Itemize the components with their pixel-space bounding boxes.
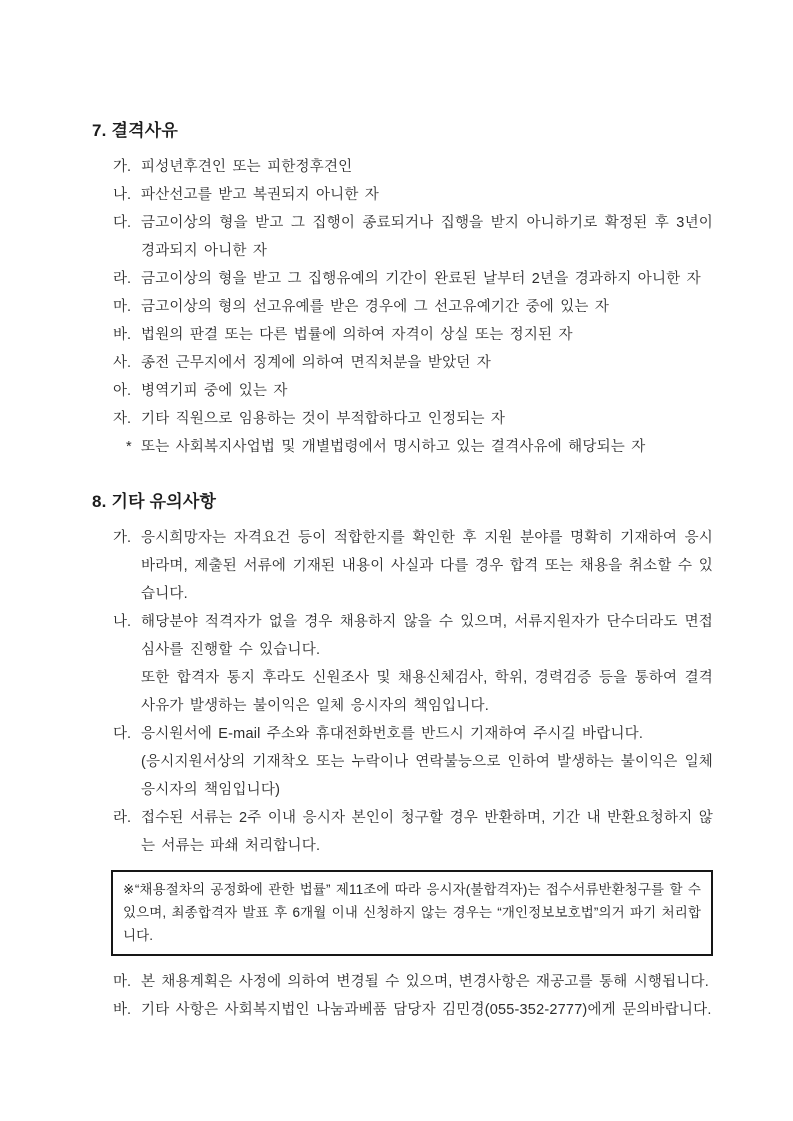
paragraph: 응시희망자는 자격요건 등이 적합한지를 확인한 후 지원 분야를 명확히 기재하여 응시 바라며, 제출된 서류에 기재된 내용이 사실과 다를 경우 합격 또는 채용을 취소할 수 있습니다. [141, 530, 713, 602]
item-text: 금고이상의 형을 받고 그 집행유예의 기간이 완료된 날부터 2년을 경과하지 아니한 자 [141, 271, 701, 287]
item-marker: 다. [113, 215, 132, 231]
section-8-items [113, 524, 713, 1024]
list-item-8-ba [113, 996, 713, 1024]
item-marker: 아. [113, 383, 132, 399]
list-item-8-na [113, 608, 713, 720]
item-marker: 바. [113, 1002, 132, 1018]
item-marker: 마. [113, 299, 132, 315]
item-marker: 사. [113, 355, 132, 371]
item-text: 병역기피 중에 있는 자 [141, 383, 288, 399]
item-text: 법원의 판결 또는 다른 법률에 의하여 자격이 상실 또는 정지된 자 [141, 327, 573, 343]
list-item-7-ja [113, 405, 713, 433]
item-text: 금고이상의 형의 선고유예를 받은 경우에 그 선고유예기간 중에 있는 자 [141, 299, 610, 315]
list-item-7-sa [113, 349, 713, 377]
section-7-heading: 7. 결격사유 [92, 121, 178, 140]
item-text [141, 804, 713, 860]
paragraph: 또한 합격자 통지 후라도 신원조사 및 채용신체검사, 학위, 경력검증 등을 통하여 결격사유가 발생하는 불이익은 일체 응시자의 책임입니다. [141, 670, 713, 714]
item-marker: 다. [113, 726, 132, 742]
list-item-7-ba [113, 321, 713, 349]
section-7-items [113, 153, 713, 461]
paragraph: 접수된 서류는 2주 이내 응시자 본인이 청구할 경우 반환하며, 기간 내 반환요청하지 않는 서류는 파쇄 처리합니다. [141, 810, 713, 854]
item-text [141, 608, 713, 720]
item-marker: 라. [113, 810, 132, 826]
item-text: 기타 직원으로 임용하는 것이 부적합하다고 인정되는 자 [141, 411, 506, 427]
item-text: 금고이상의 형을 받고 그 집행이 종료되거나 집행을 받지 아니하기로 확정된 후 3년이 경과되지 아니한 자 [141, 215, 713, 259]
item-text [141, 968, 713, 996]
document-return-notice-box: ※“채용절차의 공정화에 관한 법률” 제11조에 따라 응시자(불합격자)는 접수서류반환청구를 할 수 있으며, 최종합격자 발표 후 6개월 이내 신청하지 않는 경우는 “개인정보보호법”의거 파기 처리합니다. [111, 870, 713, 956]
item-text: 피성년후견인 또는 피한정후견인 [141, 159, 353, 175]
list-item-7-ma [113, 293, 713, 321]
paragraph: 기타 사항은 사회복지법인 나눔과베품 담당자 김민경(055-352-2777)에게 문의바랍니다. [141, 1002, 712, 1018]
item-text: 종전 근무지에서 징계에 의하여 면직처분을 받았던 자 [141, 355, 491, 371]
list-item-8-ma [113, 968, 713, 996]
list-item-7-da [113, 209, 713, 265]
list-item-8-ga [113, 524, 713, 608]
list-item-8-da [113, 720, 713, 804]
item-text [141, 524, 713, 608]
item-marker: 나. [113, 614, 132, 630]
section-8 [92, 487, 713, 1024]
asterisk-marker: * [126, 439, 132, 455]
item-marker: 나. [113, 187, 132, 203]
item-marker: 마. [113, 974, 132, 990]
item-marker: 라. [113, 271, 132, 287]
list-item-7-a [113, 377, 713, 405]
item-marker: 가. [113, 530, 132, 546]
list-item-7-ga [113, 153, 713, 181]
item-marker: 가. [113, 159, 132, 175]
paragraph: 본 채용계획은 사정에 의하여 변경될 수 있으며, 변경사항은 재공고를 통해 시행됩니다. [141, 974, 709, 990]
paragraph: 응시원서에 E-mail 주소와 휴대전화번호를 반드시 기재하여 주시길 바랍니다. [141, 726, 644, 742]
paragraph: 해당분야 적격자가 없을 경우 채용하지 않을 수 있으며, 서류지원자가 단수더라도 면접심사를 진행할 수 있습니다. [141, 614, 713, 658]
list-item-8-ra [113, 804, 713, 860]
item-text [141, 996, 713, 1024]
list-item-7-ra [113, 265, 713, 293]
item-marker: 자. [113, 411, 132, 427]
note-text: 또는 사회복지사업법 및 개별법령에서 명시하고 있는 결격사유에 해당되는 자 [141, 439, 646, 455]
paragraph: (응시지원서상의 기재착오 또는 누락이나 연락불능으로 인하여 발생하는 불이익은 일체 응시자의 책임입니다) [141, 754, 713, 798]
item-text: 파산선고를 받고 복권되지 아니한 자 [141, 187, 380, 203]
item-text [141, 720, 713, 804]
list-item-7-na [113, 181, 713, 209]
item-marker: 바. [113, 327, 132, 343]
section-7 [92, 116, 713, 461]
list-item-7-asterisk-note [126, 433, 713, 461]
section-8-heading: 8. 기타 유의사항 [92, 492, 217, 511]
